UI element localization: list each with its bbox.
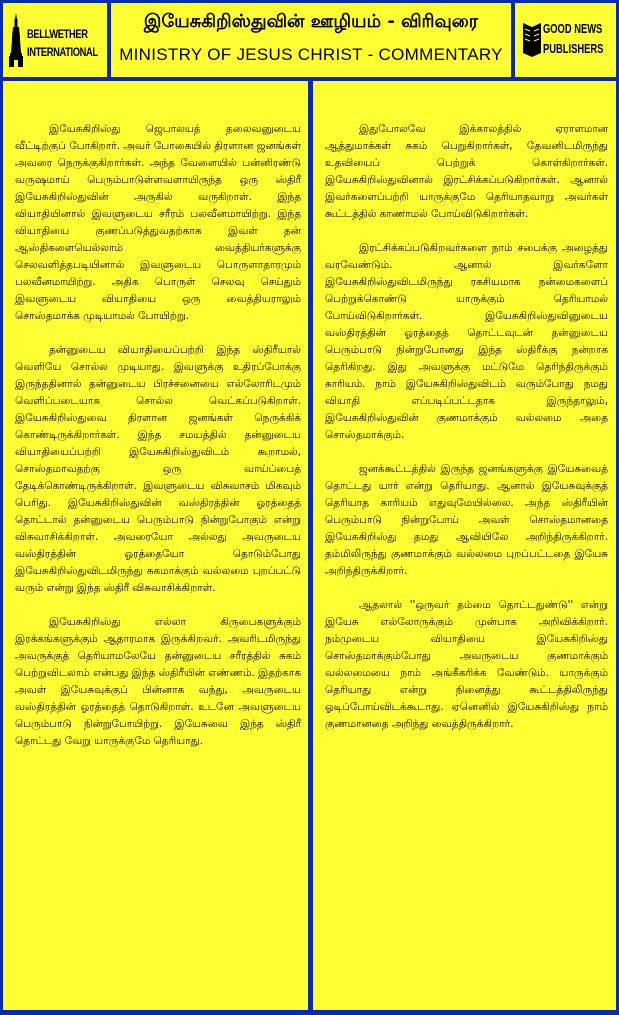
- good-news-logo-line1: GOOD NEWS: [543, 21, 603, 36]
- paragraph: இயேசுகிறிஸ்து எல்லா கிருபைகளுக்கும் இரக்கங்களுக்கும் ஆதாரமாக இருக்கிறவர். அவரிடமிருந்து அவருக்குத் தெரியாமலேயே தன்னுடைய சரீரத்தில் சுகம் பெற்றுவிடலாம் என்பது இந்த ஸ்திரீயின் எண்ணம். இதற்காக அவள் இயேசுவுக்குப் பின்னாக வந்து, அவருடைய வஸ்திரத்தின் ஓரத்தைத் தொடுகிறாள். உடனே அவளுடைய பெரும்பாடு நின்றுபோயிற்று. இயேசுவை இந்த ஸ்திரீ தொட்டது வேறு யாருக்குமே தெரியாது.: [15, 616, 301, 747]
- right-column: [313, 81, 616, 1010]
- header: [3, 3, 616, 77]
- bellwether-logo: [9, 13, 101, 67]
- title-box: [111, 3, 511, 77]
- paragraph: தன்னுடைய வியாதியைப்பற்றி இந்த ஸ்திரீயால் வெளியே சொல்ல முடியாது. இவளுக்கு உதிரப்போக்கு இருந்ததினால் தன்னுடைய பிரச்சனையை எல்லோரிடமும் வெளிப்படையாக சொல்ல வெட்கப்படுகிறாள். இயேசுகிறிஸ்துவை திரளான ஜனங்கள் நெருக்கிக் கொண்டிருக்கிறார்கள். இந்த சமயத்தில் தன்னுடைய வியாதியைப்பற்றி இயேசுகிறிஸ்துவிடம் கூறாமல், சொஸ்தமாவதற்கு ஒரு வாய்ப்பைத் தேடிக்கொண்டிருக்கிறாள். இவளுடைய விசுவாசம் மிகவும் பெரிது. இயேசுகிறிஸ்துவின் வஸ்திரத்தின் ஓரத்தைத் தொட்டால் தன்னுடைய பெரும்பாடு நின்றுபோகும் என்று விசுவாசிக்கிறாள். அவரையோ அல்லது அவருடைய வஸ்திரத்தின் ஓரத்தையோ தொடும்போது இயேசுகிறிஸ்துவிடமிருந்து சுகமாக்கும் வல்லமை புறப்பட்டு வரும் என்று இந்த ஸ்திரீ விசுவாசிக்கிறாள்.: [15, 344, 301, 594]
- page-title-english: MINISTRY OF JESUS CHRIST - COMMENTARY: [119, 45, 503, 64]
- paragraph: இரட்சிக்கப்படுகிறவர்களை நாம் சபைக்கு அழைத்து வரவேண்டும். ஆனால் இவர்களோ இயேசுகிறிஸ்துவிடமிருந்து ரகசியமாக நன்மைகளைப் பெற்றுக்கொண்டு யாருக்கும் தெரியாமல் போய்விடுகிறார்கள். இயேசுகிறிஸ்துவினுடைய வஸ்திரத்தின் ஓரத்தைத் தொட்டவுடன் தன்னுடைய பெரும்பாடு நின்றுபோனது இந்த ஸ்திரீக்கு நன்றாக தெரிகிறது. இது அவளுக்கு மட்டுமே தெரிந்திருக்கும் காரியம். நாம் இயேசுகிறிஸ்துவிடம் வரும்போது நமது வியாதி எப்படிப்பட்டதாக இருந்தாலும், இயேசுகிறிஸ்துவின் குணமாக்கும் வல்லமை அதை சொஸ்தமாக்கும்.: [325, 242, 608, 441]
- left-column: [3, 81, 308, 1010]
- open-book-icon: [521, 19, 543, 59]
- tower-icon: [9, 13, 23, 67]
- paragraph: ஜனக்கூட்டத்தில் இருந்த ஜனங்களுக்கு இயேசுவைத் தொட்டது யார் என்று தெரியாது. ஆனால் இயேசுவுக்குத் தெரியாத காரியம் எதுவுமேயில்லை. அந்த ஸ்திரீயின் பெரும்பாடு நின்றுபோய் அவள் சொஸ்தமானதை இயேசுகிறிஸ்து தமது ஆவியிலே அறிந்திருக்கிறார். தம்மிலிருந்து குணமாக்கும் வல்லமை புறப்பட்டதை இயேசு அறிந்திருக்கிறார்.: [325, 463, 608, 577]
- paragraph: ஆதலால் ''ஒருவர் தம்மை தொட்டதுண்டு'' என்று இயேசு எல்லோருக்கும் முன்பாக அறிவிக்கிறார். நம்முடைய வியாதியை இயேசுகிறிஸ்து சொஸ்தமாக்கும்போது அவருடைய குணமாக்கும் வல்லமையை நாம் அங்கீகரிக்க வேண்டும். யாருக்கும் தெரியாது என்று நினைத்து கூட்டத்திலிருந்து ஓடிப்போய்விடக்கூடாது. ஏனெனில் இயேசுகிறிஸ்து நாம் குணமானதை அறிந்து வைத்திருக்கிறார்.: [325, 599, 608, 730]
- good-news-logo-line2: PUBLISHERS: [543, 41, 604, 56]
- good-news-logo: [521, 15, 611, 65]
- paragraph: இதுபோலவே இக்காலத்தில் ஏராளமான ஆத்துமாக்கள் சுகம் பெறுகிறார்கள், தேவனிடமிருந்து உதவியைப் பெற்றுக் கொள்கிறார்கள். இயேசுகிறிஸ்துவினால் இரட்சிக்கப்படுகிறார்கள். ஆனால் இவர்களைப்பற்றி யாருக்குமே தெரியாதவாறு அவர்கள் கூட்டத்தில் காணாமல் போய்விடுகிறார்கள்.: [325, 123, 608, 220]
- paragraph: இயேசுகிறிஸ்து ஜெபாலயத் தலைவனுடைய வீட்டிற்குப் போகிறார். அவர் போகையில் திரளான ஜனங்கள் அவரை நெருக்குகிறார்கள். அந்த வேளையில் பன்னிரண்டு வருஷமாய் பெரும்பாடுள்ளவளாயிருந்த ஒரு ஸ்திரீ இயேசுகிறிஸ்துவின் அருகில் வருகிறாள். இந்த வியாதியினால் இவளுடைய சரீரம் பலவீனமாயிற்று. இந்த வியாதியை குணப்படுத்துவதற்காக இவள் தன் ஆஸ்திகளையெல்லாம் வைத்தியர்களுக்கு செலவளித்தபடியினால் இவளுடைய பொருளாதாரமும் பலவீனமாயிற்று. அதிக பொருள் செலவு செய்தும் இவளுடைய வியாதியை ஒரு வைத்தியராலும் சொஸ்தமாக்க முடியாமல் போயிற்று.: [15, 123, 301, 322]
- good-news-logo-box: [515, 3, 616, 77]
- bellwether-logo-box: [3, 3, 107, 77]
- page-title-tamil: இயேசுகிறிஸ்துவின் ஊழியம் - விரிவுரை: [143, 11, 479, 32]
- bellwether-logo-line1: BELLWETHER: [27, 27, 88, 41]
- bellwether-logo-line2: INTERNATIONAL: [27, 45, 98, 59]
